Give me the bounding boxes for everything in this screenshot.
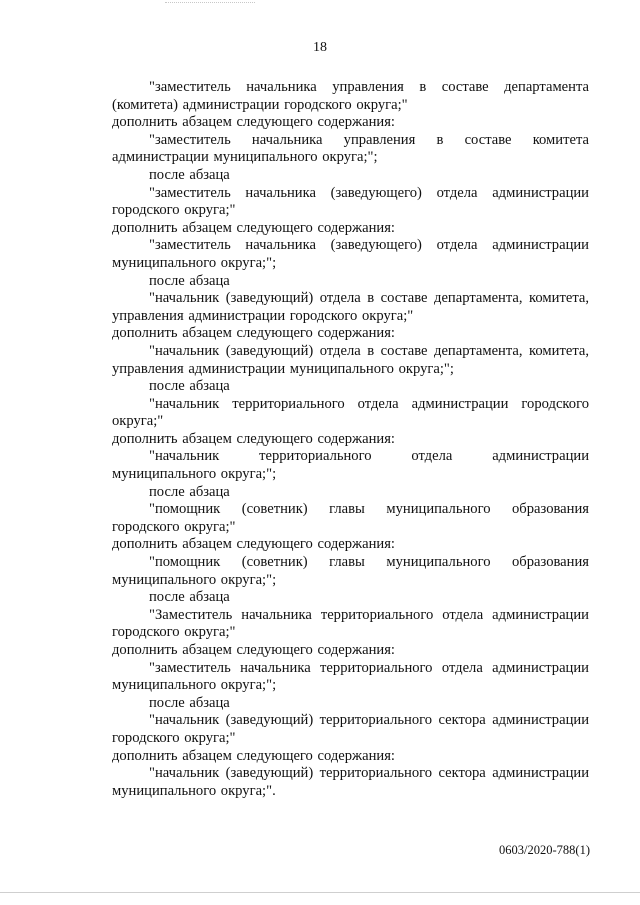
document-code: 0603/2020-788(1) xyxy=(499,843,590,857)
paragraph: "помощник (советник) главы муниципального образования муниципального округа;"; xyxy=(112,554,589,588)
paragraph: "заместитель начальника (заведующего) отдела администрации городского округа;" xyxy=(112,184,589,219)
paragraph: "начальник (заведующий) отдела в составе департамента, комитета, управления администрации муниципального округа;"; xyxy=(112,342,589,377)
paragraph: "помощник (советник) главы муниципального образования городского округа;" xyxy=(112,501,589,535)
paragraph: дополнить абзацем следующего содержания: xyxy=(112,219,395,236)
paragraph: дополнить абзацем следующего содержания: xyxy=(112,114,395,131)
paragraph: "заместитель начальника управления в составе комитета администрации муниципального округа;"; xyxy=(112,131,589,166)
paragraph: дополнить абзацем следующего содержания: xyxy=(112,536,395,553)
paragraph: "начальник территориального отдела администрации городского округа;" xyxy=(112,395,589,430)
paragraph: после абзаца xyxy=(149,166,230,183)
paragraph: "начальник территориального отдела администрации муниципального округа;"; xyxy=(112,448,589,483)
document-body xyxy=(112,79,589,800)
paragraph: после абзаца xyxy=(149,694,230,711)
paragraph: "заместитель начальника (заведующего) отдела администрации муниципального округа;"; xyxy=(112,237,589,271)
paragraph: после абзаца xyxy=(149,378,230,395)
paragraph: дополнить абзацем следующего содержания: xyxy=(112,747,395,764)
page-number: 18 xyxy=(313,40,327,55)
scan-artifact xyxy=(165,2,255,6)
paragraph: "Заместитель начальника территориального отдела администрации городского округа;" xyxy=(112,606,589,641)
paragraph: после абзаца xyxy=(149,589,230,606)
paragraph: "начальник (заведующий) территориального сектора администрации городского округа;" xyxy=(112,712,589,746)
paragraph: "начальник (заведующий) территориального сектора администрации муниципального округа;". xyxy=(112,765,589,799)
paragraph: дополнить абзацем следующего содержания: xyxy=(112,642,395,658)
paragraph: "заместитель начальника территориального отдела администрации муниципального округа;"; xyxy=(112,659,589,694)
paragraph: дополнить абзацем следующего содержания: xyxy=(112,430,395,447)
paragraph: "начальник (заведующий) отдела в составе департамента, комитета, управления администрации городского округа;" xyxy=(112,290,589,324)
page-bottom-edge xyxy=(0,892,640,893)
paragraph: дополнить абзацем следующего содержания: xyxy=(112,325,395,342)
paragraph: после абзаца xyxy=(149,272,230,289)
paragraph: после абзаца xyxy=(149,483,230,500)
paragraph: "заместитель начальника управления в составе департамента (комитета) администрации городского округа;" xyxy=(112,79,589,113)
